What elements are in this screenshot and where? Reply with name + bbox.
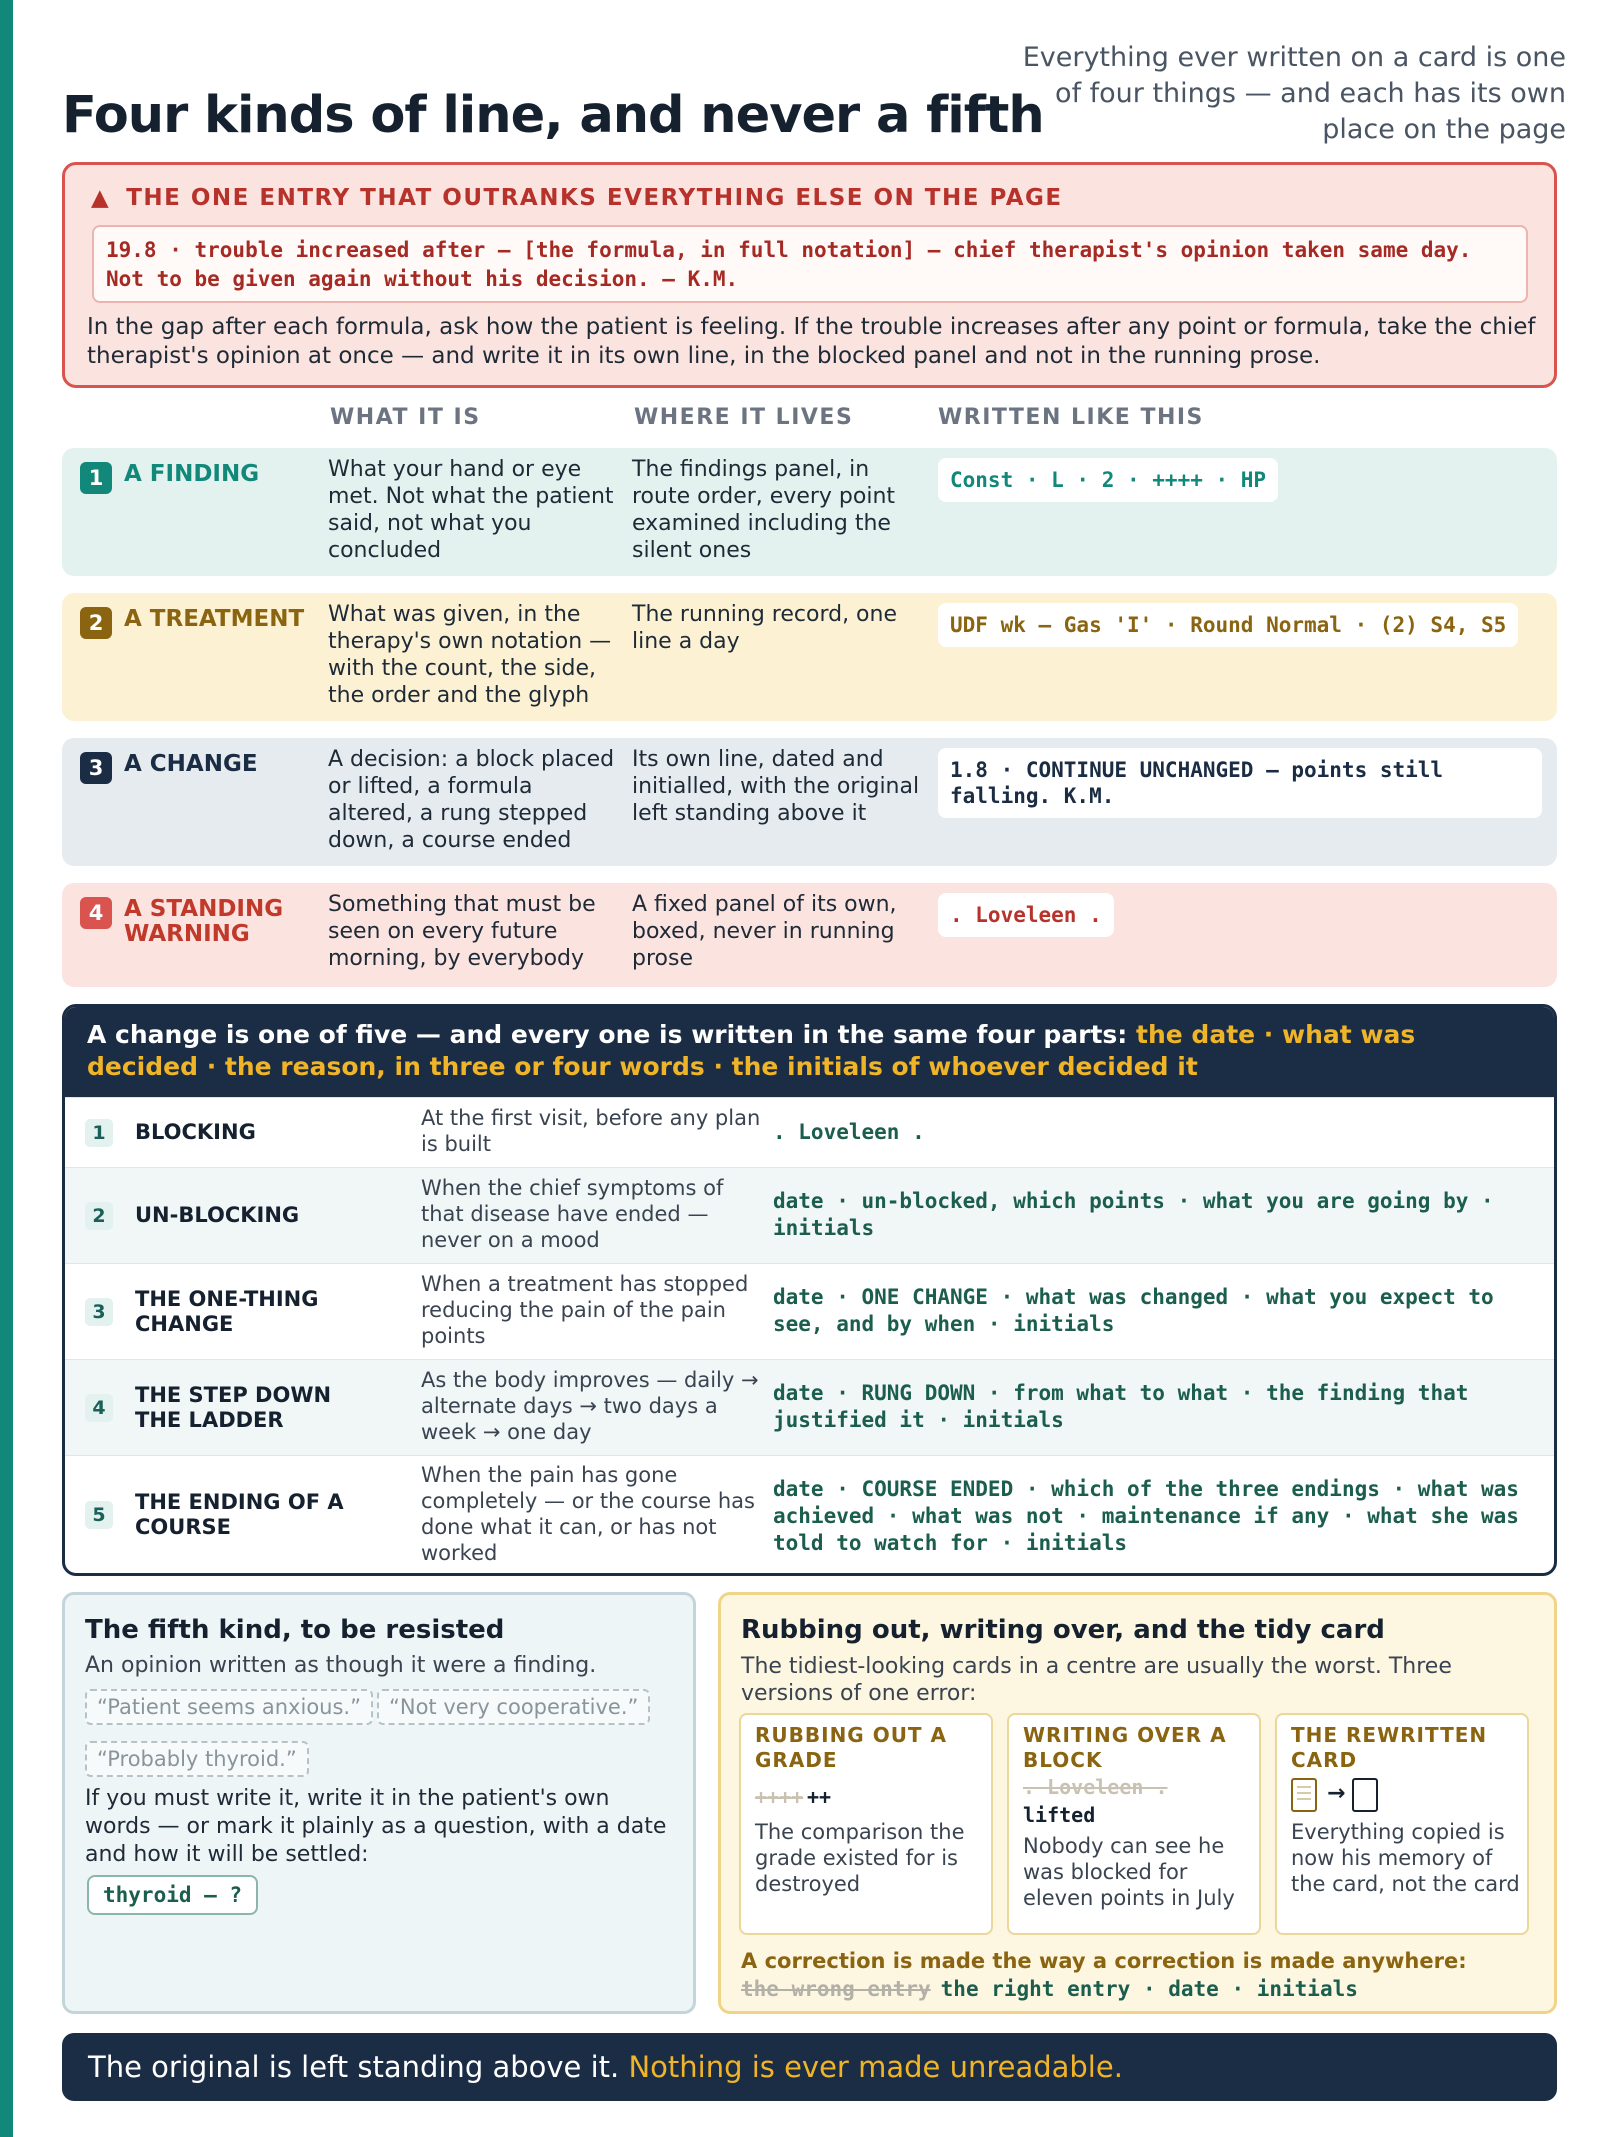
error-card-body: Nobody can see he was blocked for eleven points in July: [1023, 1834, 1235, 1910]
changes-header-highlight: the date · what was decided · the reason, in three or four words · the initials of whoever decided it: [87, 1020, 1416, 1081]
kind-row-treatment: [62, 593, 1557, 721]
kind-number-badge: 1: [80, 462, 112, 494]
rubbing-out-title: Rubbing out, writing over, and the tidy card: [741, 1615, 1385, 1645]
change-when: When the chief symptoms of that disease have ended — never on a mood: [421, 1176, 724, 1252]
kind-where: The running record, one line a day: [632, 602, 897, 654]
changes-header-text: A change is one of five — and every one is written in the same four parts:: [87, 1020, 1137, 1049]
fifth-kind-note: If you must write it, write it in the patient's own words — or mark it plainly as a question, with a date and how it will be settled:: [85, 1786, 667, 1867]
change-number-badge: 5: [85, 1501, 113, 1529]
correction-wrong-entry: the wrong entry: [741, 1977, 931, 2001]
change-row: [65, 1359, 1554, 1455]
kind-number-badge: 3: [80, 752, 112, 784]
page-subtitle: Everything ever written on a card is one of four things — and each has its own place on the page: [1022, 42, 1566, 145]
change-example: date · RUNG DOWN · from what to what · the finding that justified it · initials: [773, 1381, 1469, 1432]
change-number-badge: 4: [85, 1394, 113, 1422]
fifth-kind-example: thyroid — ?: [87, 1875, 258, 1915]
change-row: [65, 1455, 1554, 1573]
kind-name-line: WARNING: [124, 921, 250, 947]
error-card-title: RUBBING OUT A GRADE: [755, 1723, 948, 1772]
accent-bar: [0, 0, 13, 2137]
changes-header: [65, 1007, 1554, 1097]
correction-line: [741, 1977, 1358, 2001]
error-card: [1275, 1713, 1529, 1935]
change-name: UN-BLOCKING: [135, 1203, 300, 1227]
warning-quote: [92, 225, 1528, 303]
kind-where: Its own line, dated and initialled, with the original left standing above it: [632, 747, 920, 826]
change-when: When the pain has gone completely — or the course has done what it can, or has not worked: [421, 1463, 755, 1565]
kind-number-badge: 2: [80, 607, 112, 639]
kind-name: A FINDING: [124, 461, 260, 487]
change-name: THE ONE-THING CHANGE: [135, 1287, 319, 1336]
kind-example-line: 1.8 · CONTINUE UNCHANGED — points still: [950, 758, 1444, 782]
kind-example: . Loveleen .: [938, 893, 1114, 937]
kind-row-finding: [62, 448, 1557, 576]
change-row: [65, 1097, 1554, 1167]
kind-number-badge: 4: [80, 897, 112, 929]
kind-what: What was given, in the therapy's own notation — with the count, the side, the order and the glyph: [328, 602, 612, 708]
change-name: THE STEP DOWN THE LADDER: [135, 1383, 332, 1432]
warning-body: In the gap after each formula, ask how the patient is feeling. If the trouble increases after any point or formula, take the chief therapist's opinion at once — and write it in its own line, in the blocked panel and not in the running prose.: [87, 314, 1536, 369]
overwritten-entry: lifted: [1023, 1803, 1096, 1827]
warning-quote-line: 19.8 · trouble increased after — [the formula, in full notation] — chief therapist's opinion taken same day.: [106, 238, 1472, 262]
footer-highlight: Nothing is ever made unreadable.: [628, 2050, 1123, 2084]
change-number-badge: 3: [85, 1298, 113, 1326]
rubbing-out-description: The tidiest-looking cards in a centre are usually the worst. Three versions of one error:: [741, 1654, 1452, 1706]
opinion-quote-chip: “Patient seems anxious.”: [85, 1689, 373, 1725]
change-when: At the first visit, before any plan is built: [421, 1106, 761, 1156]
kind-row-standing-warning: [62, 883, 1557, 987]
warning-heading-text: THE ONE ENTRY THAT OUTRANKS EVERYTHING ELSE ON THE PAGE: [126, 185, 1063, 211]
card-copy-icon: [1291, 1777, 1381, 1813]
struck-entry: . Loveleen .: [1023, 1775, 1168, 1799]
changes-panel: [62, 1004, 1557, 1576]
column-header-what: WHAT IT IS: [330, 405, 481, 430]
change-name: THE ENDING OF A COURSE: [135, 1490, 344, 1539]
change-row: [65, 1263, 1554, 1359]
opinion-quote-chip: “Probably thyroid.”: [85, 1741, 309, 1777]
error-card: [739, 1713, 993, 1935]
fifth-kind-title: The fifth kind, to be resisted: [85, 1615, 505, 1645]
arrow-icon: →: [1327, 1781, 1346, 1806]
overwritten-entry: ++: [807, 1785, 832, 1809]
footer-text: The original is left standing above it.: [88, 2050, 629, 2084]
correction-title: A correction is made the way a correction is made anywhere:: [741, 1949, 1467, 1973]
column-header-where: WHERE IT LIVES: [634, 405, 854, 430]
error-card-body: The comparison the grade existed for is destroyed: [755, 1820, 965, 1896]
correction-right-entry: the right entry · date · initials: [940, 1977, 1358, 2001]
change-example: date · un-blocked, which points · what you are going by · initials: [773, 1189, 1494, 1240]
change-name: BLOCKING: [135, 1120, 256, 1144]
kind-row-change: [62, 738, 1557, 866]
change-example: . Loveleen .: [773, 1120, 925, 1144]
kind-where: A fixed panel of its own, boxed, never in running prose: [632, 892, 897, 971]
fifth-kind-panel: [62, 1592, 696, 2014]
opinion-quote-chip: “Not very cooperative.”: [377, 1689, 650, 1725]
change-number-badge: 2: [85, 1202, 113, 1230]
change-when: When a treatment has stopped reducing the pain of the pain points: [421, 1272, 749, 1348]
kind-example: [938, 748, 1542, 818]
error-card: [1007, 1713, 1261, 1935]
change-when: As the body improves — daily → alternate days → two days a week → one day: [421, 1368, 759, 1444]
kind-example: Const · L · 2 · ++++ · HP: [938, 458, 1278, 502]
kind-name: A CHANGE: [124, 751, 258, 777]
warning-panel: [62, 162, 1557, 388]
warning-quote-line: Not to be given again without his decision. — K.M.: [106, 267, 739, 291]
change-row: [65, 1167, 1554, 1263]
kind-what: Something that must be seen on every future morning, by everybody: [328, 892, 596, 971]
warning-triangle-icon: ▲: [91, 185, 111, 211]
kind-where: The findings panel, in route order, every point examined including the silent ones: [632, 457, 896, 563]
warning-heading: [91, 185, 1063, 211]
error-card-title: THE REWRITTEN CARD: [1291, 1723, 1488, 1772]
change-example: date · COURSE ENDED · which of the three endings · what was achieved · what was not · maintenance if any · what she was told to watch for · initials: [773, 1477, 1519, 1555]
kind-example-line: falling. K.M.: [950, 784, 1115, 808]
kind-what: What your hand or eye met. Not what the patient said, not what you concluded: [328, 457, 614, 563]
rubbing-out-panel: [718, 1592, 1557, 2014]
change-example: date · ONE CHANGE · what was changed · what you expect to see, and by when · initials: [773, 1285, 1494, 1336]
struck-entry: ++++: [755, 1785, 804, 1809]
column-header-example: WRITTEN LIKE THIS: [938, 405, 1204, 430]
page-title: Four kinds of line, and never a fifth: [62, 86, 1044, 145]
kind-what: A decision: a block placed or lifted, a formula altered, a rung stepped down, a course ended: [328, 747, 615, 853]
footer-banner: [62, 2033, 1557, 2101]
error-card-title: WRITING OVER A BLOCK: [1023, 1723, 1227, 1772]
kind-name-line: A STANDING: [124, 896, 284, 922]
change-number-badge: 1: [85, 1119, 113, 1147]
kind-name: [124, 897, 324, 947]
fifth-kind-description: An opinion written as though it were a finding.: [85, 1653, 597, 1678]
error-card-body: Everything copied is now his memory of the card, not the card: [1291, 1820, 1520, 1896]
kind-example: UDF wk — Gas 'I' · Round Normal · (2) S4, S5: [938, 603, 1518, 647]
kind-name: A TREATMENT: [124, 606, 305, 632]
